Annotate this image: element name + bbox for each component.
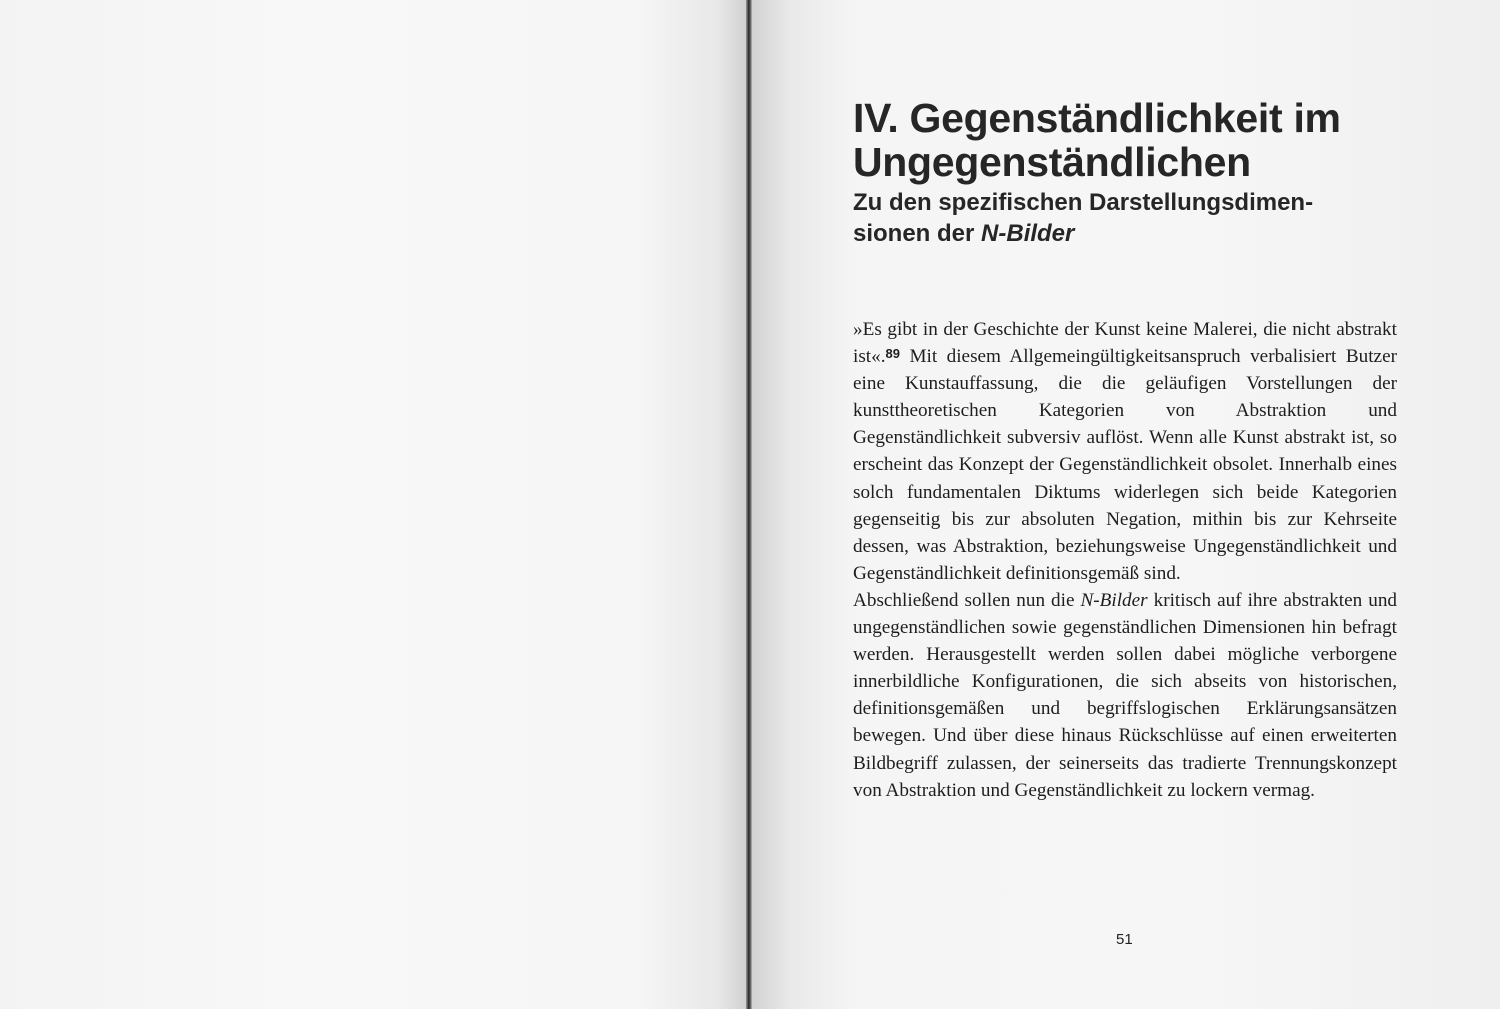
chapter-title-line-2: Ungegenständlichen [853, 139, 1251, 185]
right-page [752, 0, 1500, 1009]
chapter-title-line-1: IV. Gegenständlichkeit im [853, 95, 1341, 141]
page-number: 51 [1116, 931, 1133, 948]
paragraph-2-italic-term: N-Bilder [1080, 589, 1148, 611]
left-page-blank [0, 0, 748, 1009]
paragraph-1 [853, 316, 1397, 587]
paragraph-2-text: kritisch auf ihre abstrakten und ungegenständlichen sowie gegenständlichen Dimensionen hin befragt werden. Herausgestellt werden sollen dabei mögliche verborgene innerbildliche Konfigurationen, die sich abseits von historischen, definitionsgemäßen und begriffslogischen Erklärungsansätzen bewegen. Und über diese hinaus Rückschlüsse auf einen erweiterten Bildbegriff zulassen, der seinerseits das tradierte Trennungskonzept von Abstraktion und Gegenständlichkeit zu lockern vermag. [853, 589, 1398, 801]
chapter-subtitle-line-2-start: sionen der [853, 220, 982, 247]
chapter-subtitle-italic-term: N-Bilder [981, 220, 1075, 247]
body-text [853, 316, 1397, 804]
footnote-marker: 89 [885, 346, 900, 362]
paragraph-2-start: Abschließend sollen nun die [853, 589, 1081, 611]
chapter-subtitle [853, 187, 1413, 249]
paragraph-1-text: Mit diesem Allgemeingültigkeitsanspruch verbalisiert Butzer eine Kunstauffassung, die die geläufigen Vorstellungen der kunsttheoretischen Kategorien von Abstraktion und Gegenständlichkeit subversiv auflöst. Wenn alle Kunst abstrakt ist, so erscheint das Konzept der Gegenständlichkeit obsolet. Innerhalb eines solch fundamentalen Diktums widerlegen sich beide Kategorien gegenseitig bis zur absoluten Negation, mithin bis zur Kehrseite dessen, was Abstraktion, beziehungsweise Ungegenständlichkeit und Gegenständlichkeit definitionsgemäß sind. [853, 346, 1397, 584]
opening-quote: »Es gibt in der Geschichte der Kunst keine Malerei, die nicht abstrakt ist«. [853, 319, 1397, 368]
paragraph-2 [853, 587, 1397, 804]
chapter-title [853, 96, 1413, 184]
chapter-subtitle-line-1: Zu den spezifischen Darstellungsdimen- [853, 189, 1314, 216]
